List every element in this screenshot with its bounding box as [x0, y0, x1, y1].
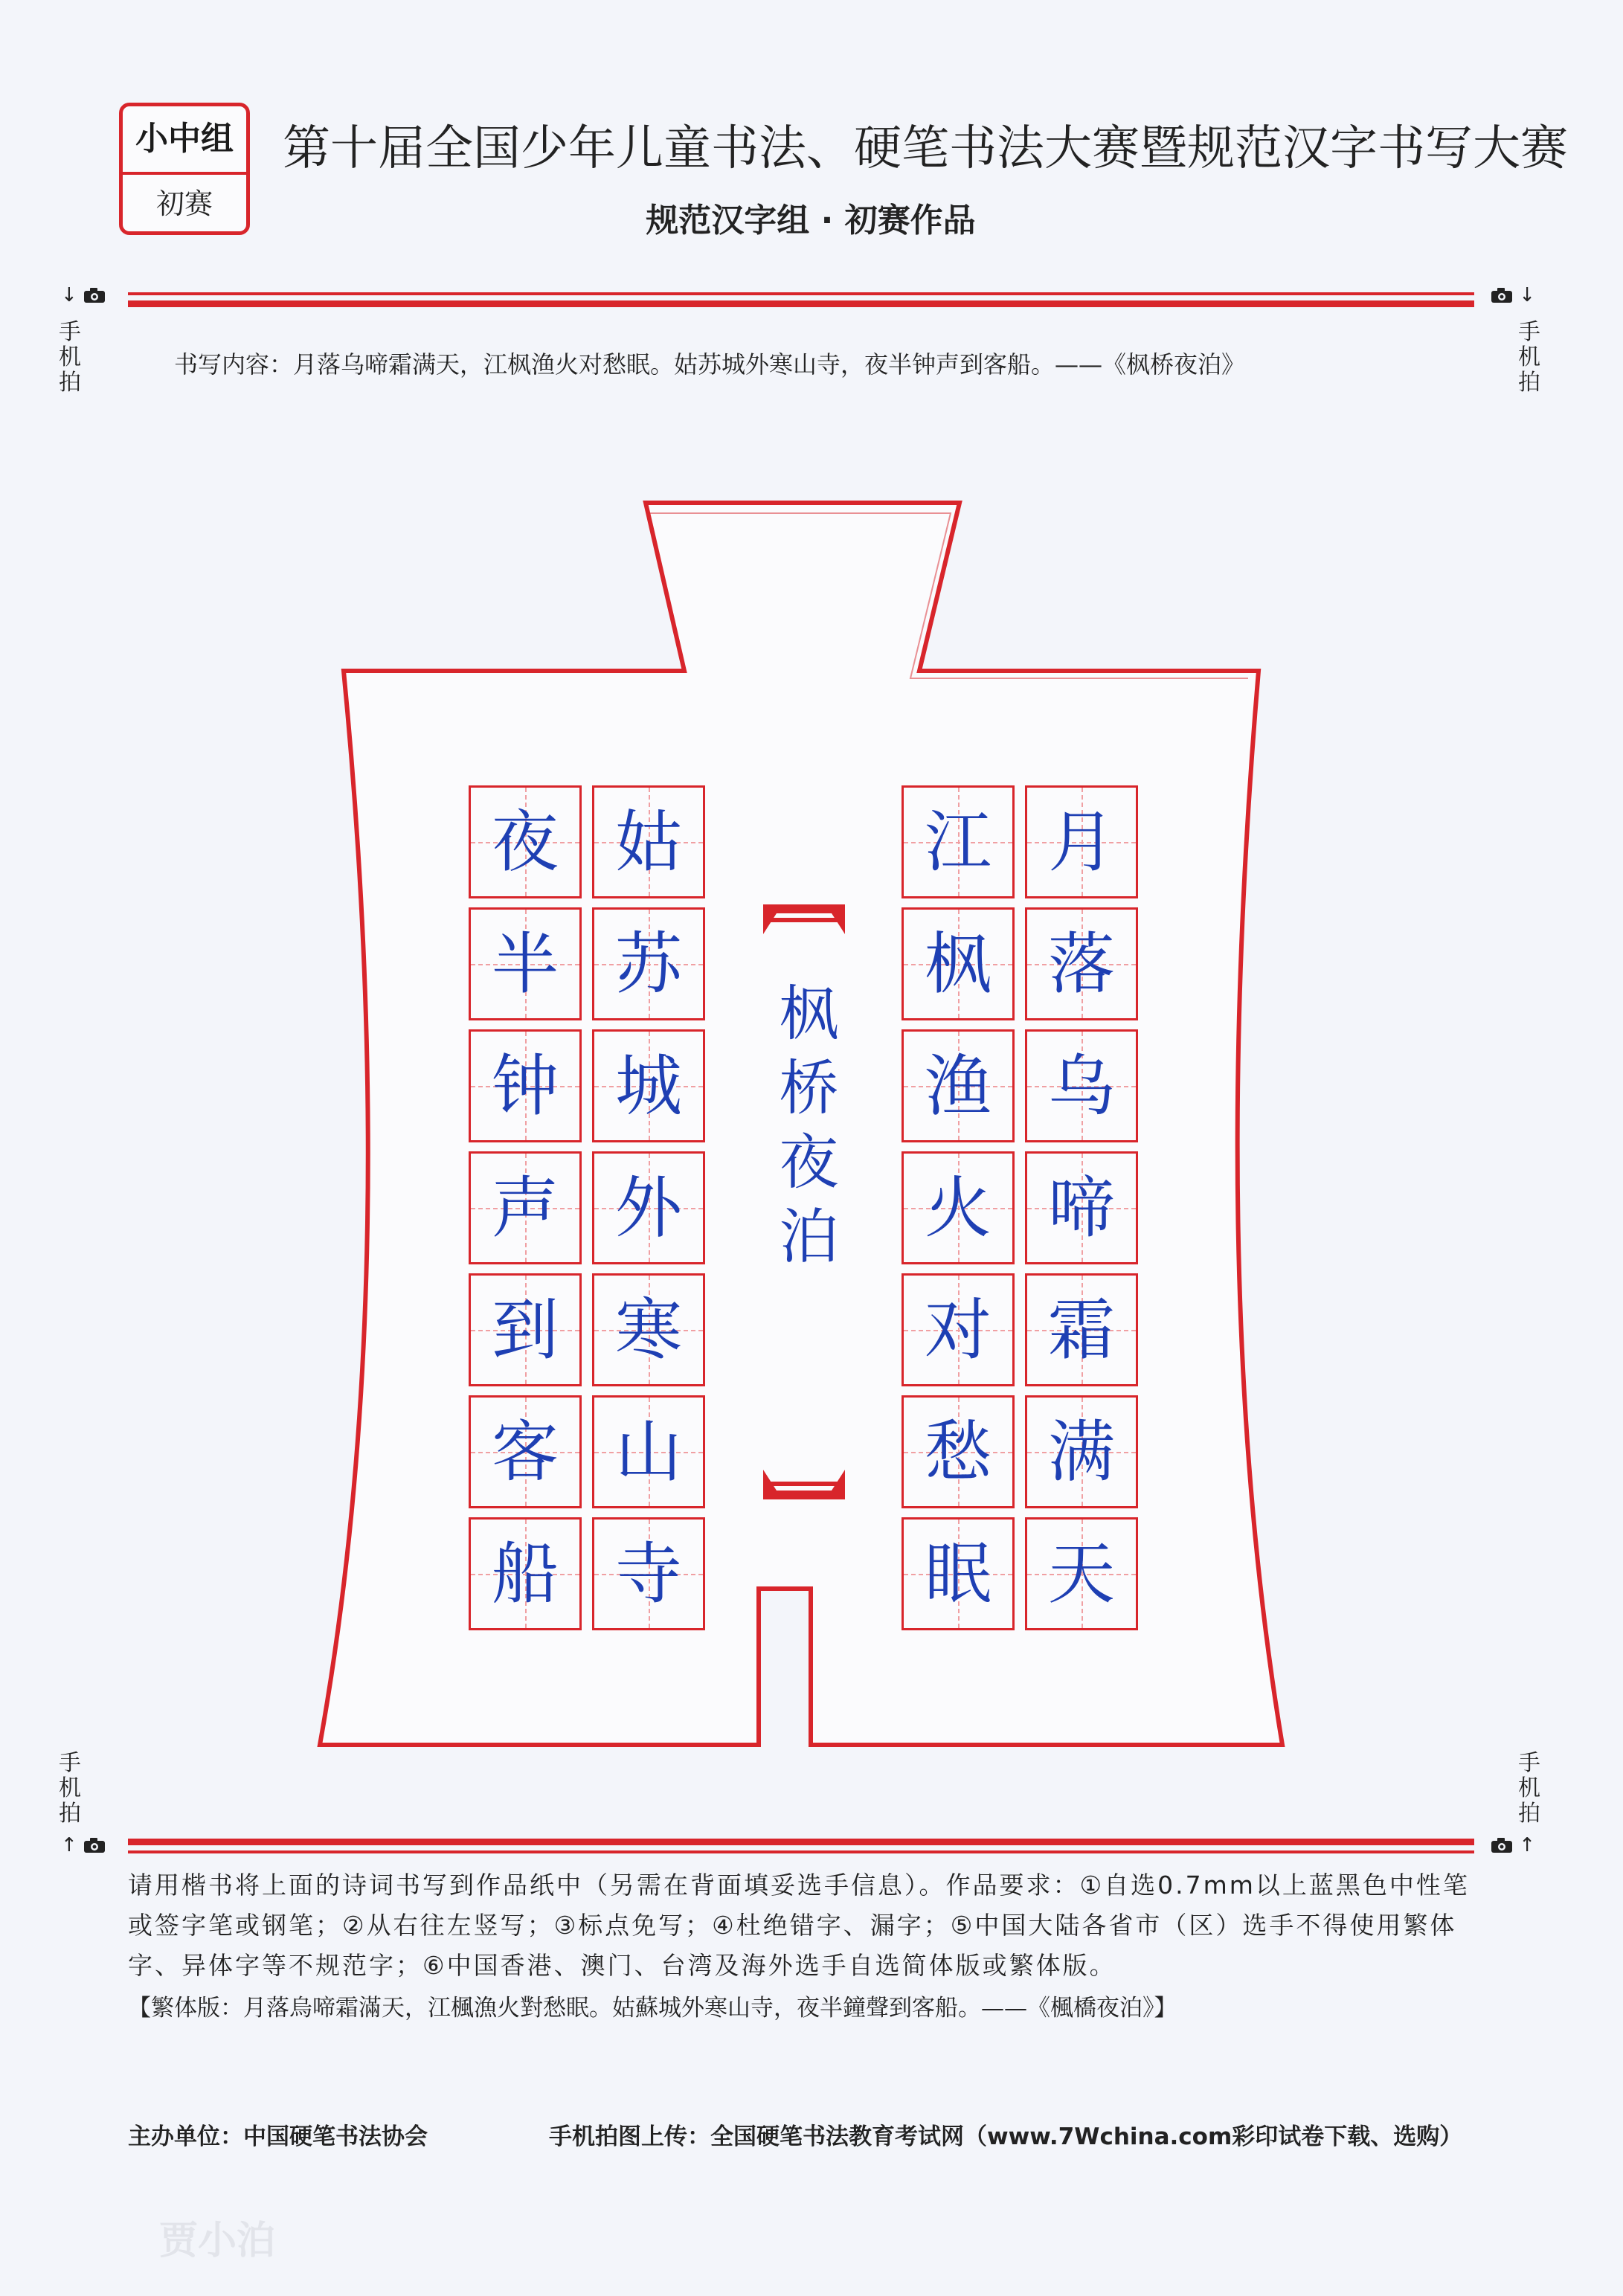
handwritten-character: 夜	[492, 803, 559, 881]
handwritten-character: 客	[492, 1413, 559, 1491]
grid-cell	[902, 907, 1015, 1020]
handwritten-character: 天	[1048, 1535, 1115, 1613]
traditional-version-text: 【繁体版：月落烏啼霜滿天，江楓漁火對愁眠。姑蘇城外寒山寺，夜半鐘聲到客船。——《楓橋夜泊》】	[128, 1995, 1177, 2022]
corner-mark-bottom-left	[61, 1834, 106, 1856]
handwritten-character: 啼	[1048, 1169, 1115, 1247]
title-ornament-bottom	[763, 1462, 845, 1499]
handwritten-character: 愁	[925, 1413, 992, 1491]
bottom-rule-thick	[128, 1839, 1474, 1845]
upload-info-text: 手机拍图上传：全国硬笔书法教育考试网（www.7Wchina.com彩印试卷下载、选购）	[549, 2123, 1463, 2150]
grid-cell	[1025, 1395, 1138, 1508]
grid-cell	[592, 907, 705, 1020]
arrow-down-icon: ↓	[61, 284, 77, 306]
grid-cell	[469, 1151, 582, 1264]
handwritten-character: 声	[492, 1169, 559, 1247]
handwritten-character: 外	[615, 1169, 682, 1247]
grid-cell	[469, 1029, 582, 1142]
grid-cell	[592, 785, 705, 898]
grid-cell	[469, 785, 582, 898]
grid-cell	[1025, 1517, 1138, 1630]
camera-icon	[83, 1837, 106, 1853]
handwritten-character: 姑	[615, 803, 682, 881]
handwritten-character: 城	[615, 1047, 682, 1125]
photo-label-bottom-left: 手机拍	[59, 1750, 81, 1827]
poem-title-text: 枫桥夜泊	[769, 982, 838, 1279]
badge-stage-label: 初赛	[155, 187, 213, 220]
handwritten-signature: 贾小泊	[159, 2218, 276, 2263]
handwritten-character: 霜	[1048, 1291, 1115, 1369]
page-subtitle: 规范汉字组 · 初赛作品	[646, 202, 976, 239]
photo-label-top-right: 手机拍	[1518, 319, 1540, 396]
grid-cell	[469, 1517, 582, 1630]
handwritten-character: 月	[1048, 803, 1115, 881]
grid-cell	[592, 1395, 705, 1508]
handwritten-character: 寒	[615, 1291, 682, 1369]
grid-cell	[1025, 1151, 1138, 1264]
handwritten-character: 江	[925, 803, 992, 881]
grid-cell	[592, 1029, 705, 1142]
handwritten-character: 到	[492, 1291, 559, 1369]
badge-group-label: 小中组	[123, 106, 246, 175]
handwritten-character: 钟	[492, 1047, 559, 1125]
photo-label-top-left: 手机拍	[59, 319, 81, 396]
corner-mark-bottom-right	[1491, 1834, 1535, 1856]
writing-content-line: 书写内容：月落乌啼霜满天，江枫渔火对愁眠。姑苏城外寒山寺，夜半钟声到客船。——《枫桥夜泊》	[174, 350, 1246, 379]
organizer-text: 主办单位：中国硬笔书法协会	[128, 2123, 428, 2150]
grid-cell	[592, 1517, 705, 1630]
grid-cell	[902, 1273, 1015, 1386]
camera-icon	[1491, 1837, 1513, 1853]
handwritten-character: 枫	[925, 925, 992, 1003]
grid-cell	[902, 1517, 1015, 1630]
title-ornament-top	[763, 904, 845, 942]
arrow-up-icon: ↑	[1519, 1834, 1536, 1856]
photo-label-bottom-right: 手机拍	[1518, 1750, 1540, 1827]
handwritten-character: 渔	[925, 1047, 992, 1125]
arrow-up-icon: ↑	[61, 1834, 77, 1856]
handwritten-character: 船	[492, 1535, 559, 1613]
grid-cell	[592, 1273, 705, 1386]
grid-cell	[1025, 907, 1138, 1020]
grid-cell	[469, 1395, 582, 1508]
handwritten-character: 眠	[925, 1535, 992, 1613]
handwritten-character: 对	[925, 1291, 992, 1369]
poem-title	[759, 982, 848, 1369]
handwritten-character: 火	[925, 1169, 992, 1247]
grid-cell	[1025, 785, 1138, 898]
handwritten-character: 苏	[615, 925, 682, 1003]
page-title: 第十届全国少年儿童书法、硬笔书法大赛暨规范汉字书写大赛	[283, 121, 1568, 176]
grid-cell	[592, 1151, 705, 1264]
grid-cell	[902, 785, 1015, 898]
grid-cell	[902, 1151, 1015, 1264]
handwritten-character: 乌	[1048, 1047, 1115, 1125]
handwritten-character: 寺	[615, 1535, 682, 1613]
grid-cell	[1025, 1029, 1138, 1142]
bottom-rule-thin	[128, 1850, 1474, 1853]
handwritten-character: 山	[615, 1413, 682, 1491]
handwritten-character: 落	[1048, 925, 1115, 1003]
requirements-text: 请用楷书将上面的诗词书写到作品纸中（另需在背面填妥选手信息）。作品要求：①自选0.7mm以上蓝黑色中性笔或签字笔或钢笔；②从右往左竖写；③标点免写；④杜绝错字、漏字；⑤中国大陆各省市（区）选手不得使用繁体字、异体字等不规范字；⑥中国香港、澳门、台湾及海外选手自选简体版或繁体版。	[128, 1871, 1470, 1980]
arrow-down-icon: ↓	[1519, 284, 1536, 306]
grid-cell	[469, 1273, 582, 1386]
handwritten-character: 半	[492, 925, 559, 1003]
grid-cell	[902, 1029, 1015, 1142]
grid-cell	[1025, 1273, 1138, 1386]
grid-cell	[902, 1395, 1015, 1508]
handwritten-character: 满	[1048, 1413, 1115, 1491]
grid-cell	[469, 907, 582, 1020]
